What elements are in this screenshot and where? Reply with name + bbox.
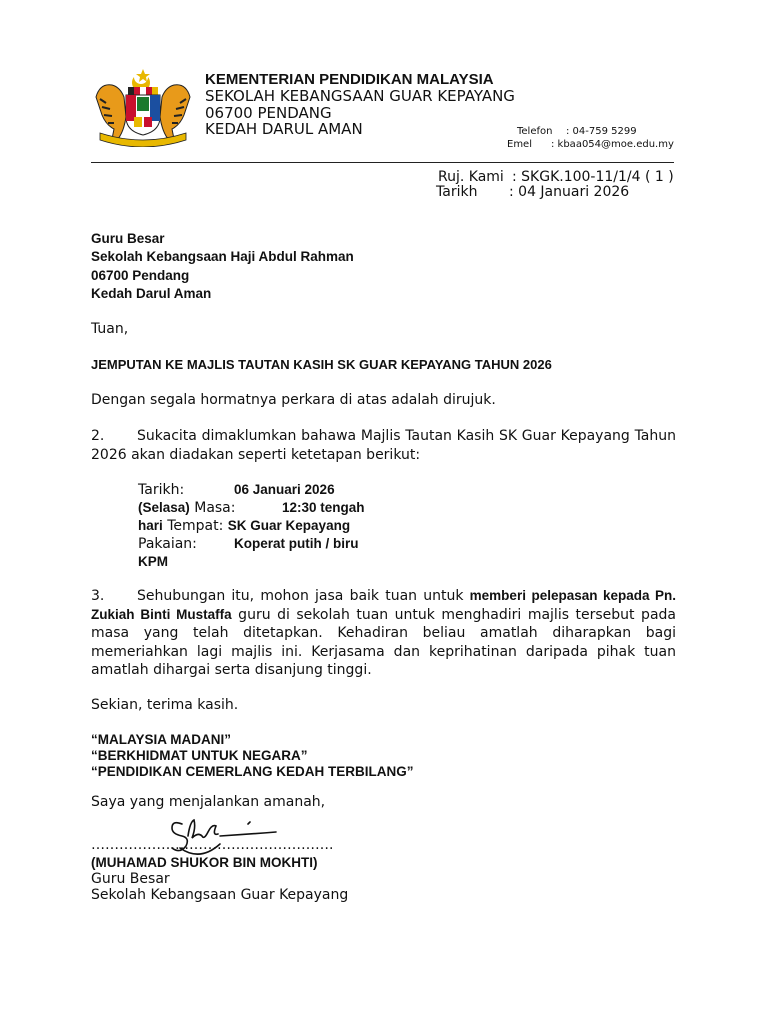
phone-label: Telefon (517, 126, 553, 137)
paragraph-2-text: Sukacita dimaklumkan bahawa Majlis Tautan Kasih SK Guar Kepayang Tahun 2026 akan diadakan seperti ketetapan berikut: (91, 428, 676, 463)
paragraph-3-text-bold: memberi pelepasan kepada Pn. Zukiah Binti Mustaffa (91, 588, 677, 622)
ref-value: : SKGK.100-11/1/4 ( 1 ) (512, 169, 674, 185)
signatory-title: Guru Besar (91, 871, 170, 887)
recipient-line-3: 06700 Pendang (91, 268, 190, 283)
malaysia-crest-logo (90, 67, 196, 147)
detail-pakaian-label: Pakaian: (138, 536, 197, 552)
detail-masa-value: 12:30 tengah (282, 500, 365, 515)
ministry-name: KEMENTERIAN PENDIDIKAN MALAYSIA (205, 71, 494, 88)
date-label: Tarikh (436, 184, 478, 200)
paragraph-3 (91, 587, 676, 680)
slogan-1: “MALAYSIA MADANI” (91, 732, 232, 747)
detail-tarikh-value: 06 Januari 2026 (234, 482, 335, 497)
detail-masa-row (138, 499, 235, 517)
paragraph-3-number: 3. (91, 588, 105, 604)
email-label: Emel (507, 139, 532, 150)
signatory-school: Sekolah Kebangsaan Guar Kepayang (91, 887, 349, 903)
recipient-line-2: Sekolah Kebangsaan Haji Abdul Rahman (91, 249, 354, 264)
slogan-3: “PENDIDIKAN CEMERLANG KEDAH TERBILANG” (91, 764, 414, 779)
signatory-name: (MUHAMAD SHUKOR BIN MOKHTI) (91, 855, 318, 870)
slogan-2: “BERKHIDMAT UNTUK NEGARA” (91, 748, 308, 763)
salutation: Tuan, (91, 321, 129, 337)
opening-sentence: Dengan segala hormatnya perkara di atas adalah dirujuk. (91, 392, 496, 408)
detail-pakaian-value: Koperat putih / biru (234, 536, 359, 551)
signature-dots: ……………………………………………. (91, 837, 334, 853)
school-postcode-town: 06700 PENDANG (205, 104, 332, 122)
date-value: : 04 Januari 2026 (509, 184, 630, 200)
ref-label: Ruj. Kami (438, 169, 504, 185)
detail-tarikh-label: Tarikh: (138, 482, 185, 498)
closing-line: Sekian, terima kasih. (91, 697, 239, 713)
header-divider (91, 162, 674, 163)
paragraph-3-text-b: guru di sekolah tuan untuk menghadiri majlis tersebut pada masa yang telah ditetapkan. Kehadiran beliau amatlah diharapkan bagi memeriahkan lagi majlis ini. Kerjasama dan keprihatinan daripada pihak tuan amatlah dihargai serta disanjung tinggi. (91, 606, 676, 678)
subject-line: JEMPUTAN KE MAJLIS TAUTAN KASIH SK GUAR KEPAYANG TAHUN 2026 (91, 357, 552, 372)
paragraph-3-text-a: Sehubungan itu, mohon jasa baik tuan untuk (137, 588, 470, 604)
detail-tempat-value: SK Guar Kepayang (227, 518, 351, 533)
email-value: : kbaa054@moe.edu.my (551, 139, 674, 150)
recipient-line-1: Guru Besar (91, 231, 165, 246)
phone-value: : 04-759 5299 (566, 126, 637, 137)
paragraph-2-number: 2. (91, 428, 105, 444)
detail-pakaian-value-2: KPM (138, 554, 168, 569)
school-name: SEKOLAH KEBANGSAAN GUAR KEPAYANG (205, 87, 515, 105)
detail-tempat-label: Tempat: (167, 518, 224, 534)
detail-tempat-row (138, 517, 350, 535)
school-state: KEDAH DARUL AMAN (205, 120, 363, 138)
detail-day: (Selasa) (138, 500, 190, 515)
paragraph-2 (91, 427, 676, 464)
trust-line: Saya yang menjalankan amanah, (91, 794, 326, 810)
recipient-line-4: Kedah Darul Aman (91, 286, 212, 301)
detail-masa-label: Masa: (194, 500, 236, 516)
detail-masa-value-2: hari (138, 518, 163, 533)
